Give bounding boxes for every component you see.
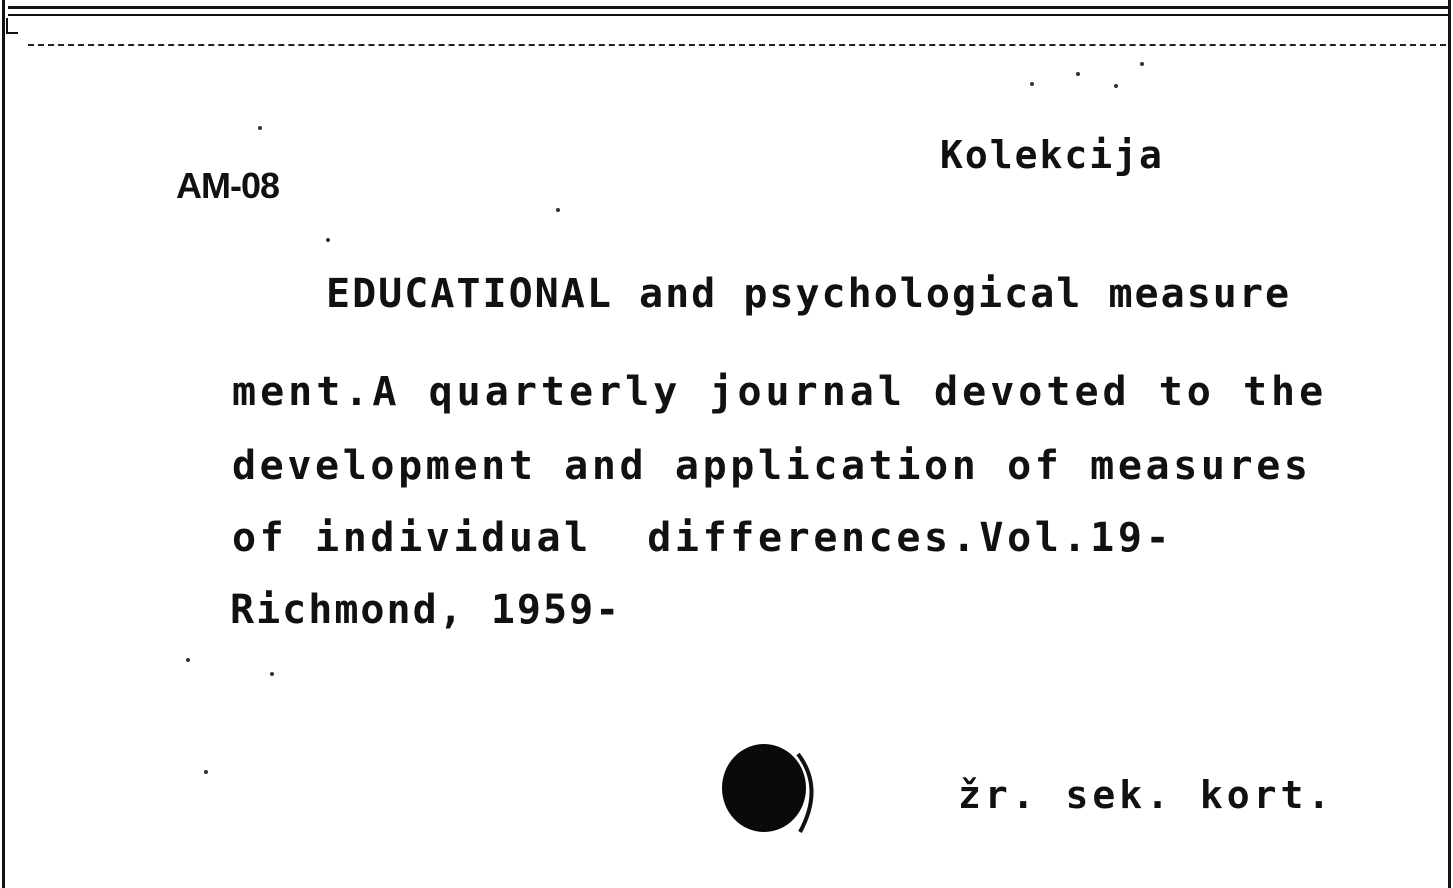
speck	[556, 208, 560, 212]
top-rule-secondary	[8, 14, 1448, 16]
speck	[204, 770, 208, 774]
description-line-5: Richmond, 1959-	[230, 587, 622, 633]
description-line-4: of individual differences.Vol.19-	[232, 515, 1174, 561]
description-line-2: ment.A quarterly journal devoted to the	[232, 369, 1328, 415]
speck	[186, 658, 190, 662]
left-border	[2, 0, 5, 888]
call-number: AM-08	[176, 165, 280, 206]
top-rule	[8, 6, 1448, 9]
right-border	[1448, 0, 1451, 888]
description-line-3: development and application of measures	[232, 443, 1312, 489]
speck	[270, 672, 274, 676]
collection-label: Kolekcija	[940, 133, 1164, 177]
speck	[1140, 62, 1144, 66]
speck	[1076, 72, 1080, 76]
cross-reference-note: žr. sek. kort.	[958, 773, 1335, 817]
speck	[258, 126, 262, 130]
speck	[1114, 84, 1118, 88]
description-line-1: EDUCATIONAL and psychological measure	[326, 271, 1292, 317]
dashed-rule	[28, 44, 1446, 46]
speck	[1030, 82, 1034, 86]
punch-hole-icon	[720, 742, 828, 838]
speck	[326, 238, 330, 242]
corner-mark	[6, 18, 18, 34]
